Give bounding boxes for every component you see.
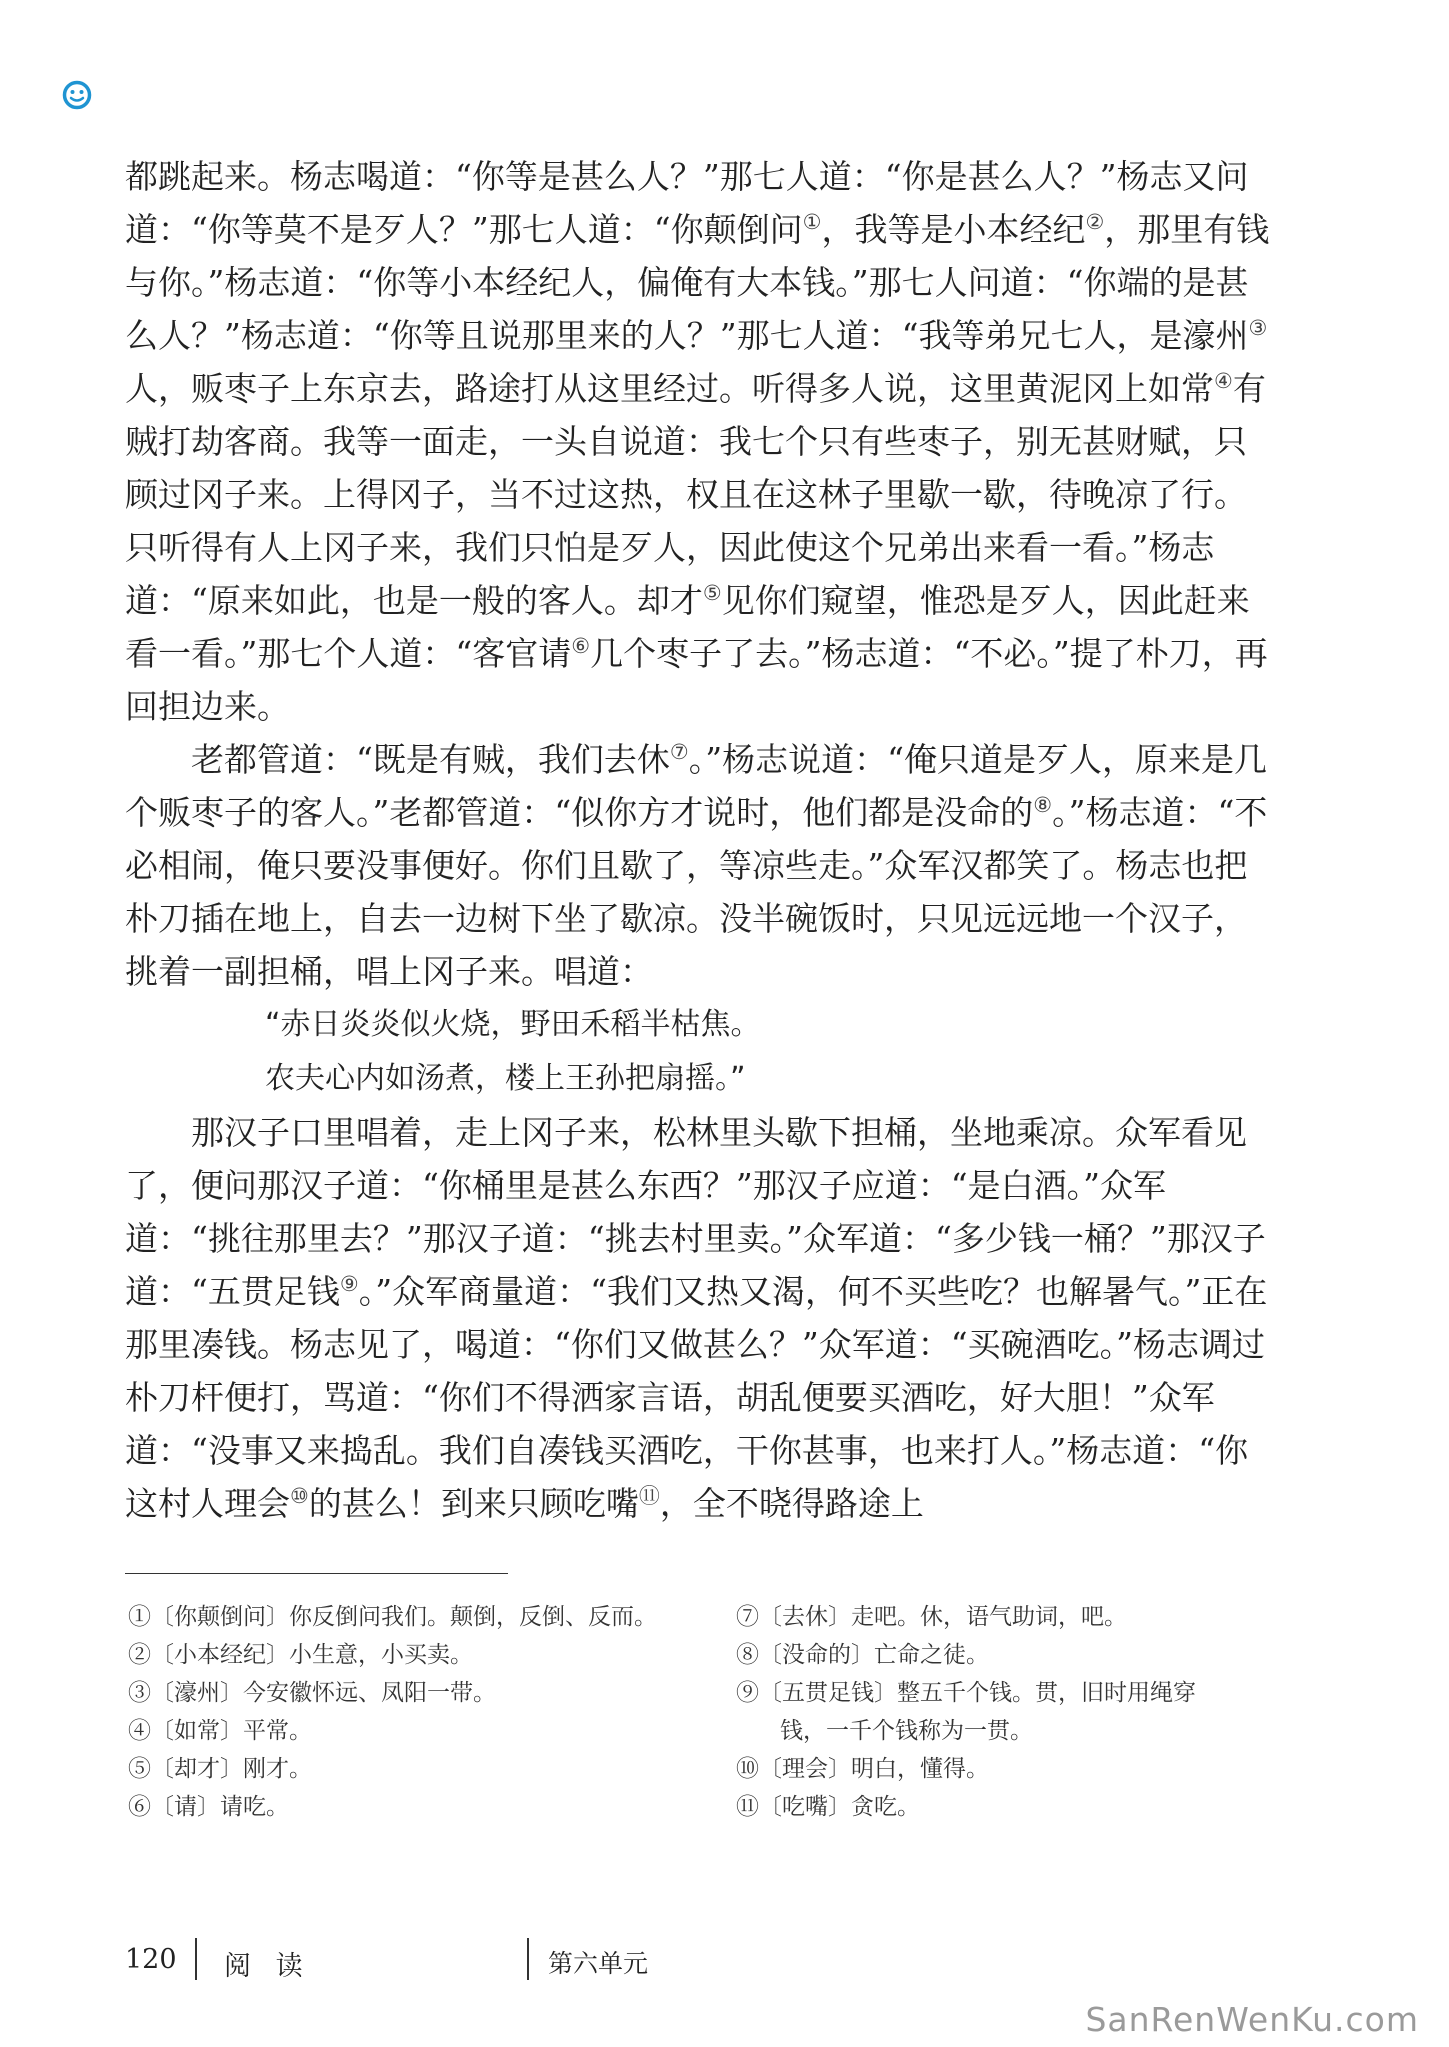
footnote-9: ⑨〔五贯足钱〕整五千个钱。贯，旧时用绳穿 bbox=[736, 1680, 1196, 1706]
footer-section: 阅 读 bbox=[224, 1951, 311, 1982]
footnote-marker: ⑤ bbox=[702, 581, 722, 605]
footnote-3: ③〔濠州〕今安徽怀远、凤阳一带。 bbox=[128, 1680, 496, 1706]
paragraph-2 bbox=[125, 733, 1275, 998]
text-run: 。”杨志道：“不必相闹，俺只要没事便好。你们且歇了，等凉些走。”众军汉都笑了。杨志也把朴刀插在地上，自去一边树下坐了歇凉。没半碗饭时，只见远远地一个汉子，挑着一副担桶，唱上冈子来。唱道： bbox=[125, 793, 1268, 991]
footnote-marker: ③ bbox=[1248, 316, 1268, 340]
text-run: ，我等是小本经纪 bbox=[821, 210, 1086, 249]
text-run: 都跳起来。杨志喝道：“你等是甚么人？”那七人道：“你是甚么人？”杨志又问道：“你等莫不是歹人？”那七人道：“你颠倒问 bbox=[125, 157, 1249, 249]
text-run: 老都管道：“既是有贼，我们去休 bbox=[191, 740, 670, 779]
footnote-marker: ⑪ bbox=[638, 1484, 660, 1508]
footnotes-right bbox=[736, 1598, 1316, 1826]
poem-line-2: 农夫心内如汤煮，楼上王孙把扇摇。” bbox=[265, 1061, 746, 1096]
footnote-marker: ⑩ bbox=[290, 1484, 309, 1508]
footnote-7: ⑦〔去休〕走吧。休，语气助词，吧。 bbox=[736, 1604, 1127, 1630]
paragraph-1 bbox=[125, 150, 1275, 733]
text-run: 那汉子口里唱着，走上冈子来，松林里头歇下担桶，坐地乘凉。众军看见了，便问那汉子道：“你桶里是甚么东西？”那汉子应道：“是白酒。”众军道：“挑往那里去？”那汉子道：“挑去村里卖。”众军道：“多少钱一桶？”那汉子道：“五贯足钱 bbox=[125, 1113, 1266, 1311]
text-run: ，那里有钱与你。”杨志道：“你等小本经纪人，偏俺有大本钱。”那七人问道：“你端的是甚么人？”杨志道：“你等且说那里来的人？”那七人道：“我等弟兄七人，是濠州 bbox=[125, 210, 1270, 355]
paragraph-3 bbox=[125, 1106, 1275, 1530]
footnote-9-continued: 钱，一千个钱称为一贯。 bbox=[780, 1718, 1033, 1744]
footnote-10: ⑩〔理会〕明白，懂得。 bbox=[736, 1756, 989, 1782]
text-run: 几个枣子了去。”杨志道：“不必。”提了朴刀，再回担边来。 bbox=[125, 634, 1268, 726]
footnote-2: ②〔小本经纪〕小生意，小买卖。 bbox=[128, 1642, 473, 1668]
footnote-marker: ⑨ bbox=[339, 1272, 359, 1296]
footnote-11: ⑪〔吃嘴〕贪吃。 bbox=[736, 1794, 920, 1820]
smiley-face-icon bbox=[62, 80, 92, 110]
page-number: 120 bbox=[125, 1944, 177, 1975]
footnote-marker: ④ bbox=[1214, 369, 1233, 393]
text-run: 人，贩枣子上东京去，路途打从这里经过。听得多人说，这里黄泥冈上如常 bbox=[125, 369, 1214, 408]
footnote-4: ④〔如常〕平常。 bbox=[128, 1718, 312, 1744]
footnote-marker: ⑦ bbox=[669, 740, 689, 764]
text-run: 的甚么！到来只顾吃嘴 bbox=[308, 1484, 639, 1523]
main-text bbox=[125, 150, 1275, 1530]
footnote-1: ①〔你颠倒问〕你反倒问我们。颠倒，反倒、反而。 bbox=[128, 1604, 657, 1630]
footer-divider-right bbox=[527, 1938, 529, 1980]
footnote-marker: ⑥ bbox=[571, 634, 591, 658]
footnote-8: ⑧〔没命的〕亡命之徒。 bbox=[736, 1642, 989, 1668]
text-run: 。”众军商量道：“我们又热又渴，何不买些吃？也解暑气。”正在那里凑钱。杨志见了，喝道：“你们又做甚么？”众军道：“买碗酒吃。”杨志调过朴刀杆便打，骂道：“你们不得洒家言语，胡乱便要买酒吃，好大胆！”众军道：“没事又来捣乱。我们自凑钱买酒吃，干你甚事，也来打人。”杨志道：“你这村人理会 bbox=[125, 1272, 1268, 1523]
footnote-marker: ① bbox=[802, 210, 822, 234]
footnote-marker: ② bbox=[1085, 210, 1105, 234]
footnote-marker: ⑧ bbox=[1033, 793, 1053, 817]
poem bbox=[125, 998, 1275, 1106]
footnote-6: ⑥〔请〕请吃。 bbox=[128, 1794, 289, 1820]
footnote-5: ⑤〔却才〕刚才。 bbox=[128, 1756, 312, 1782]
poem-line-1: “赤日炎炎似火烧，野田禾稻半枯焦。 bbox=[265, 1007, 761, 1042]
text-run: 。”杨志说道：“俺只道是歹人，原来是几个贩枣子的客人。”老都管道：“似你方才说时，他们都是没命的 bbox=[125, 740, 1267, 832]
footnotes-left bbox=[128, 1598, 708, 1826]
footer-divider-left bbox=[195, 1938, 197, 1980]
footnote-divider bbox=[125, 1573, 508, 1574]
text-run: 见你们窥望，惟恐是歹人，因此赶来看一看。”那七个人道：“客官请 bbox=[125, 581, 1250, 673]
watermark: SanRenWenKu.com bbox=[1085, 2000, 1419, 2039]
text-run: 有贼打劫客商。我等一面走，一头自说道：我七个只有些枣子，别无甚财赋，只顾过冈子来。上得冈子，当不过这热，权且在这林子里歇一歇，待晚凉了行。只听得有人上冈子来，我们只怕是歹人，因此使这个兄弟出来看一看。”杨志道：“原来如此，也是一般的客人。却才 bbox=[125, 369, 1266, 620]
text-run: ，全不晓得路途上 bbox=[659, 1484, 924, 1523]
footer-unit: 第六单元 bbox=[548, 1949, 649, 1978]
